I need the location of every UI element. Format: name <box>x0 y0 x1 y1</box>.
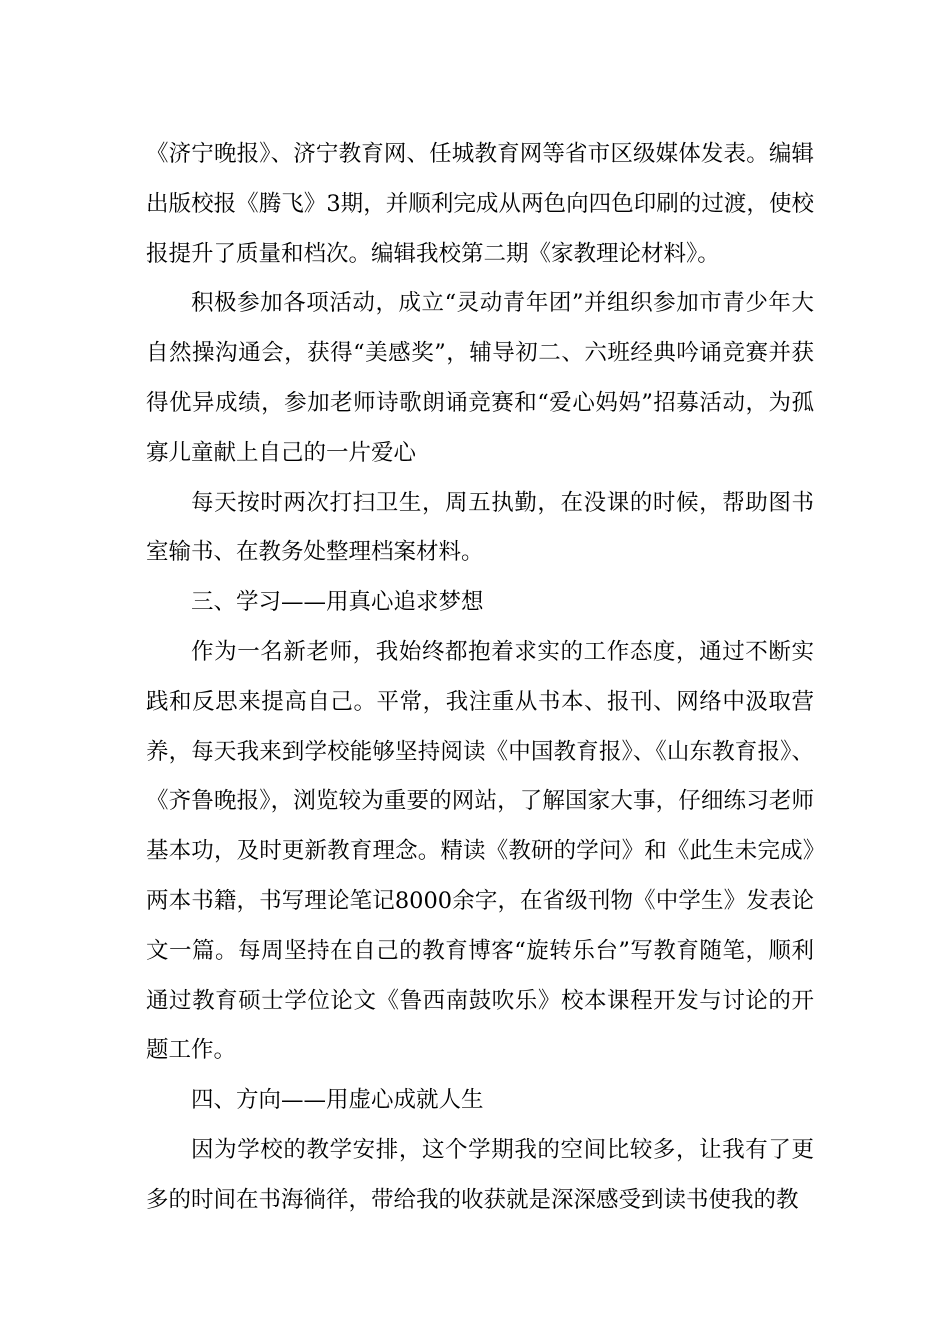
document-body <box>146 130 814 1226</box>
section-heading-direction: 四、方向——用虚心成就人生 <box>191 1087 484 1114</box>
paragraph-media-publications: 《济宁晚报》、济宁教育网、任城教育网等省市区级媒体发表。编辑出版校报《腾飞》3期，并顺利完成从两色向四色印刷的过渡，使校报提升了质量和档次。编辑我校第二期《家教理论材料》。 <box>146 141 814 267</box>
paragraph-direction: 因为学校的教学安排，这个学期我的空间比较多，让我有了更多的时间在书海徜徉，带给我的收获就是深深感受到读书使我的教 <box>146 1136 814 1213</box>
section-heading-learning: 三、学习——用真心追求梦想 <box>191 589 484 616</box>
paragraph-activities: 积极参加各项活动，成立“灵动青年团”并组织参加市青少年大自然操沟通会，获得“美感奖”，辅导初二、六班经典吟诵竞赛并获得优异成绩，参加老师诗歌朗诵竞赛和“爱心妈妈”招募活动，为孤寡儿童献上自己的一片爱心 <box>146 290 814 466</box>
paragraph-learning: 作为一名新老师，我始终都抱着求实的工作态度，通过不断实践和反思来提高自己。平常，我注重从书本、报刊、网络中汲取营养，每天我来到学校能够坚持阅读《中国教育报》、《山东教育报》、《齐鲁晚报》，浏览较为重要的网站，了解国家大事，仔细练习老师基本功，及时更新教育理念。精读《教研的学问》和《此生未完成》两本书籍，书写理论笔记8000余字，在省级刊物《中学生》发表论文一篇。每周坚持在自己的教育博客“旋转乐台”写教育随笔，顺利通过教育硕士学位论文《鲁西南鼓吹乐》校本课程开发与讨论的开题工作。 <box>146 638 814 1064</box>
paragraph-duties: 每天按时两次打扫卫生，周五执勤，在没课的时候，帮助图书室输书、在教务处整理档案材料。 <box>146 489 814 566</box>
